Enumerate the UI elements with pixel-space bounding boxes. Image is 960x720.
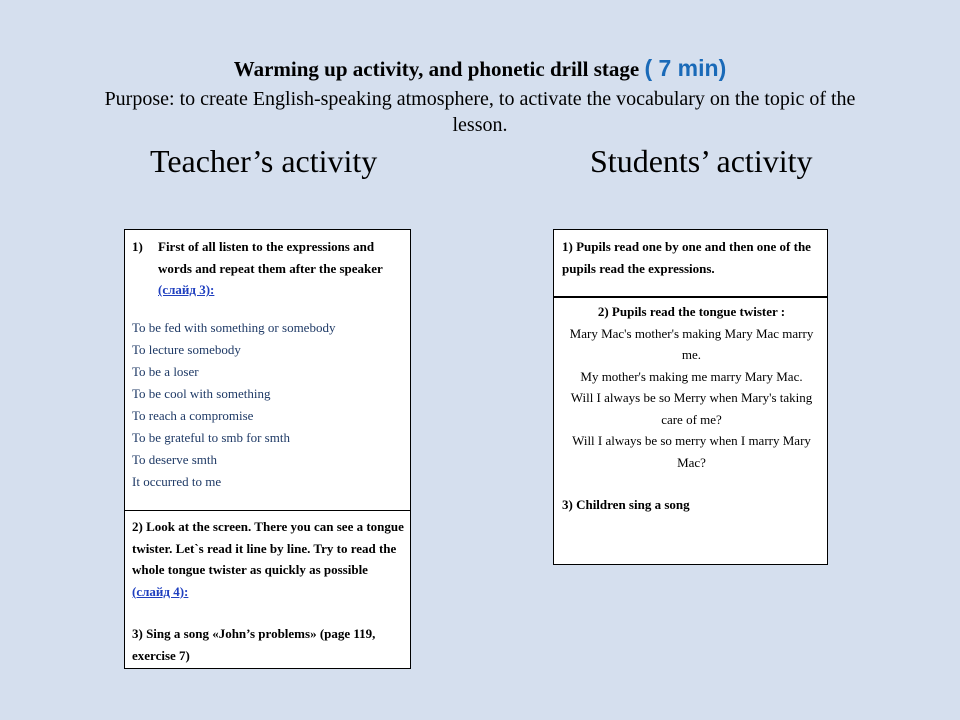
students-step2-heading: 2) Pupils read the tongue twister :	[597, 304, 786, 319]
list-item: To be a loser	[132, 363, 199, 379]
students-step1: 1) Pupils read one by one and then one of the pupils read the expressions.	[562, 239, 811, 276]
tongue-twister	[562, 323, 821, 474]
list-item: To deserve smth	[132, 451, 218, 467]
twister-line: Will I always be so merry when I marry Mary Mac?	[572, 433, 811, 470]
list-item: To be cool with something	[132, 385, 271, 401]
title-text: Warming up activity, and phonetic drill stage	[233, 57, 640, 81]
twister-line: Will I always be so Merry when Mary's taking care of me?	[570, 390, 813, 427]
students-step2-cell	[553, 297, 828, 565]
title-time: ( 7 min)	[644, 55, 727, 81]
teacher-step1-text: First of all listen to the expressions and words and repeat them after the speaker (слайд 3):	[158, 239, 383, 297]
expression-list	[132, 317, 404, 493]
twister-line: Mary Mac's mother's making Mary Mac marry me.	[569, 325, 814, 362]
list-item: To lecture somebody	[132, 341, 241, 357]
twister-line: My mother's making me marry Mary Mac.	[580, 368, 803, 384]
teacher-step2: 2) Look at the screen. There you can see a tongue twister. Let`s read it line by line. Try to read the whole tongue twister as quickly as possible (слайд 4):	[132, 519, 404, 599]
students-step3: 3) Children sing a song	[562, 497, 690, 512]
list-item: To be fed with something or somebody	[132, 319, 336, 335]
students-heading: Students’ activity	[590, 143, 813, 179]
slide3-link[interactable]: (слайд 3):	[158, 282, 215, 297]
list-item: To reach a compromise	[132, 407, 254, 423]
teacher-step2-cell	[124, 510, 411, 669]
teacher-step1	[132, 236, 404, 301]
students-step1-cell	[553, 229, 828, 297]
slide4-link[interactable]: (слайд 4):	[132, 583, 189, 599]
slide-title	[0, 53, 960, 84]
teacher-step1-number: 1)	[132, 239, 143, 254]
list-item: To be grateful to smb for smth	[132, 429, 290, 445]
teacher-heading: Teacher’s activity	[150, 143, 378, 179]
list-item: It occurred to me	[132, 473, 222, 489]
teacher-step3: 3) Sing a song «John’s problems» (page 119, exercise 7)	[132, 626, 376, 663]
teacher-step1-cell	[124, 229, 411, 511]
purpose-text: Purpose: to create English-speaking atmosphere, to activate the vocabulary on the topic of the lesson.	[104, 88, 856, 136]
